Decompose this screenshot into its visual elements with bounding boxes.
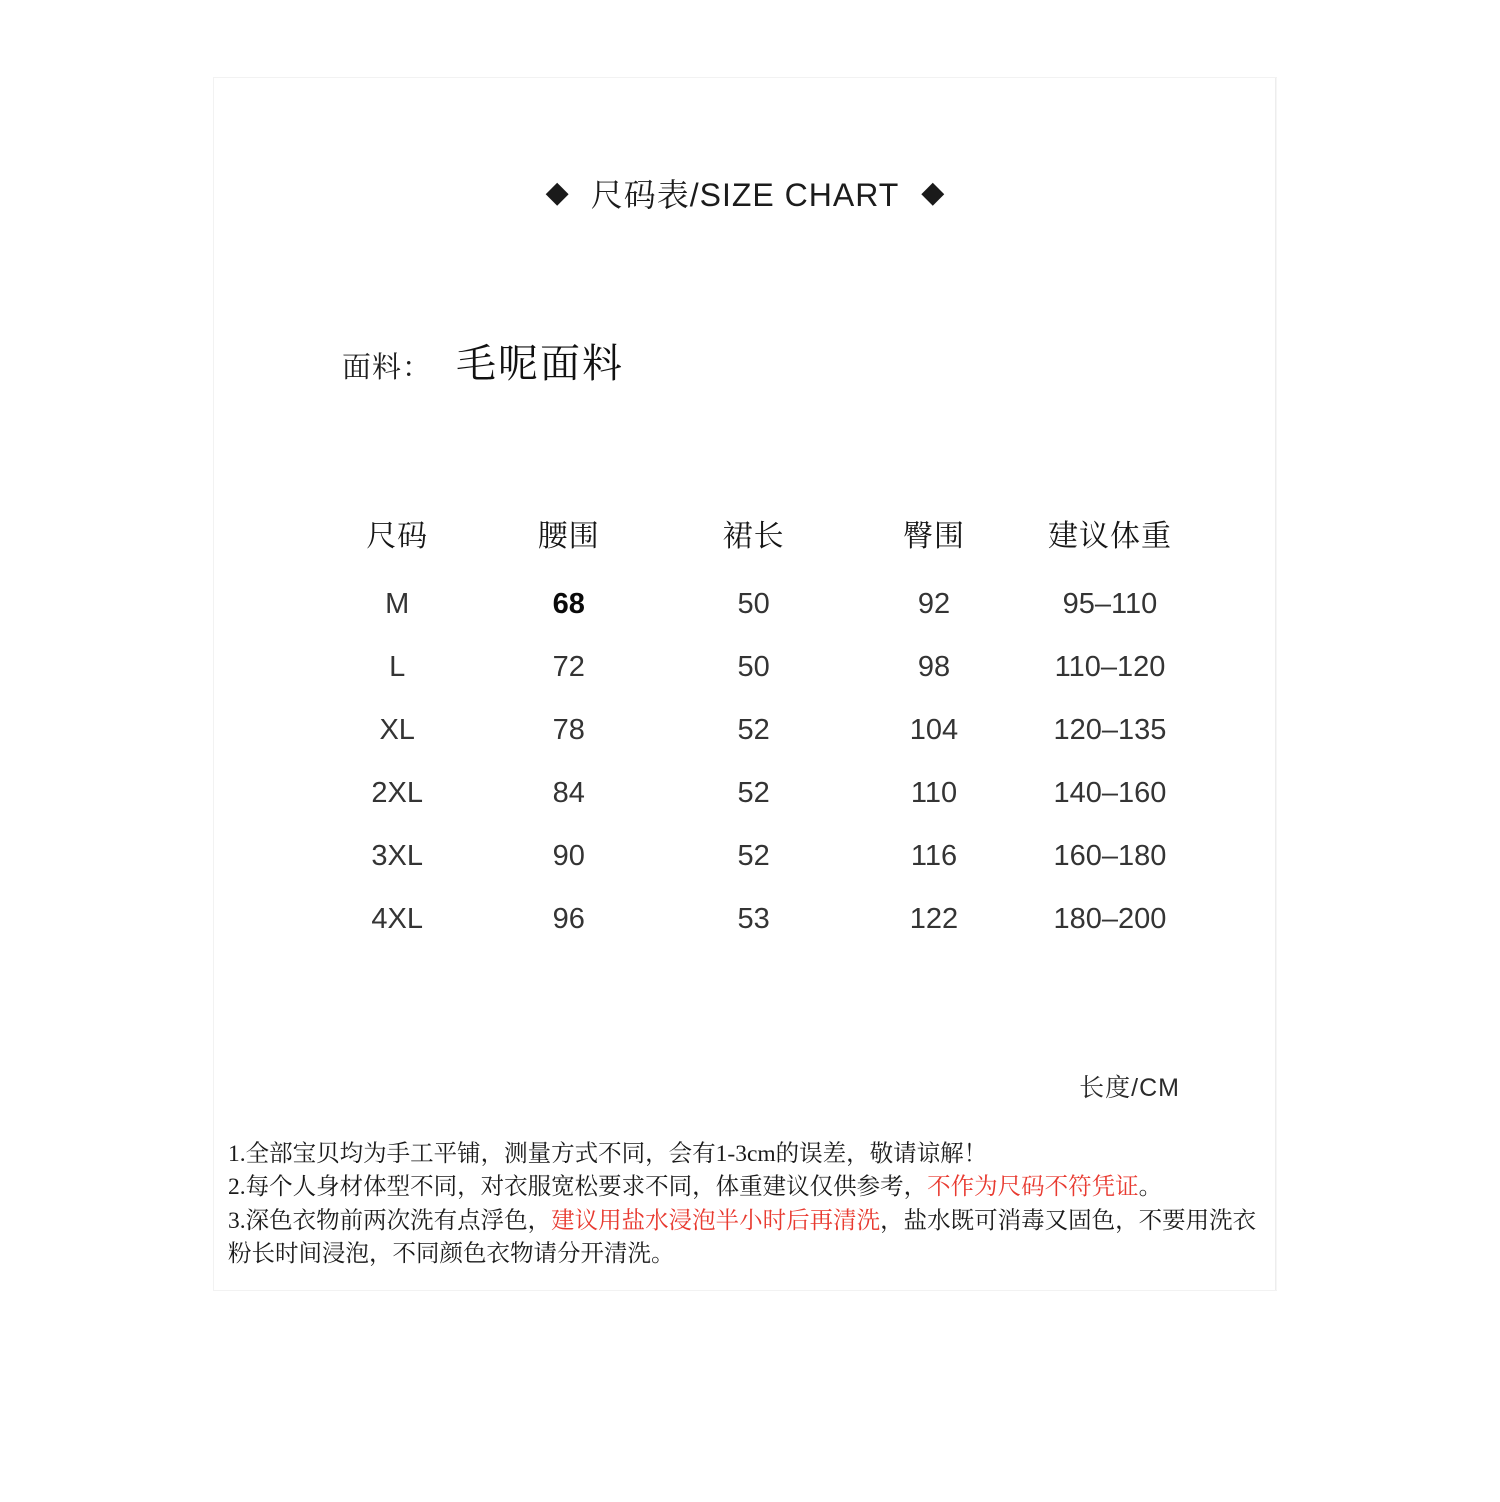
cell-hip: 122 (909, 903, 959, 935)
fabric-label: 面料： (342, 352, 433, 384)
diamond-right-icon: ◆ (921, 176, 945, 209)
cell-waist: 90 (552, 840, 585, 872)
note-line-2-text-b: 。 (1138, 1174, 1163, 1201)
column-header-size: 尺码 (366, 520, 429, 553)
table-row (318, 636, 1198, 699)
column-header-skirt-length: 裙长 (722, 520, 785, 553)
cell-skirt-length: 52 (737, 777, 770, 809)
size-table (318, 510, 1198, 951)
cell-suggested-weight: 120–135 (1053, 714, 1167, 746)
cell-suggested-weight: 110–120 (1054, 651, 1166, 683)
column-header-hip: 臀围 (902, 520, 965, 553)
fabric-value: 毛呢面料 (456, 342, 625, 386)
table-row (318, 573, 1198, 636)
table-row (318, 699, 1198, 762)
cell-skirt-length: 50 (737, 651, 770, 683)
cell-waist: 96 (552, 903, 585, 935)
note-line-2-text-a: 2.每个人身材体型不同，对衣服宽松要求不同，体重建议仅供参考， (228, 1174, 928, 1201)
column-header-waist: 腰围 (537, 520, 600, 553)
cell-hip: 92 (917, 588, 951, 620)
cell-size: 2XL (371, 777, 423, 809)
footer-notes (228, 1138, 1268, 1271)
cell-hip: 98 (917, 651, 951, 683)
cell-hip: 110 (910, 777, 958, 809)
cell-size: XL (379, 714, 415, 746)
cell-suggested-weight: 140–160 (1053, 777, 1167, 809)
note-line-4: 粉长时间浸泡，不同颜色衣物请分开清洗。 (228, 1241, 675, 1268)
page-title: 尺码表/SIZE CHART (590, 177, 900, 213)
note-line-3-text-b: ，盐水既可消毒又固色，不要用洗衣 (880, 1207, 1257, 1234)
cell-size: 3XL (371, 840, 423, 872)
cell-waist: 72 (552, 651, 585, 683)
chart-title-row (214, 170, 1276, 216)
column-header-suggested-weight: 建议体重 (1047, 520, 1172, 553)
cell-waist: 68 (552, 588, 585, 620)
diamond-left-icon: ◆ (545, 176, 569, 209)
cell-size: 4XL (371, 903, 423, 935)
note-line-1: 1.全部宝贝均为手工平铺，测量方式不同，会有1-3cm的误差，敬请谅解！ (228, 1141, 988, 1167)
note-line-2 (228, 1171, 1268, 1204)
cell-waist: 84 (552, 777, 585, 809)
cell-skirt-length: 52 (737, 714, 770, 746)
table-row (318, 888, 1198, 951)
fabric-row (342, 332, 624, 389)
unit-note: 长度/CM (1079, 1074, 1180, 1102)
size-table-container (318, 510, 1198, 951)
cell-hip: 104 (909, 714, 959, 746)
cell-skirt-length: 52 (737, 840, 770, 872)
cell-suggested-weight: 95–110 (1062, 588, 1158, 620)
cell-waist: 78 (552, 714, 585, 746)
note-line-2-highlight: 不作为尺码不符凭证 (927, 1174, 1139, 1201)
cell-size: M (385, 588, 410, 620)
cell-hip: 116 (910, 840, 958, 872)
cell-size: L (389, 651, 406, 683)
table-header-row (318, 510, 1198, 573)
table-row (318, 762, 1198, 825)
cell-skirt-length: 53 (737, 903, 770, 935)
size-chart-sheet (214, 78, 1276, 1290)
note-line-3-text-a: 3.深色衣物前两次洗有点浮色， (228, 1207, 552, 1234)
cell-suggested-weight: 180–200 (1053, 903, 1167, 935)
note-line-3 (228, 1205, 1268, 1238)
table-row (318, 825, 1198, 888)
cell-skirt-length: 50 (737, 588, 770, 620)
cell-suggested-weight: 160–180 (1053, 840, 1167, 872)
note-line-3-highlight: 建议用盐水浸泡半小时后再清洗 (551, 1207, 881, 1234)
